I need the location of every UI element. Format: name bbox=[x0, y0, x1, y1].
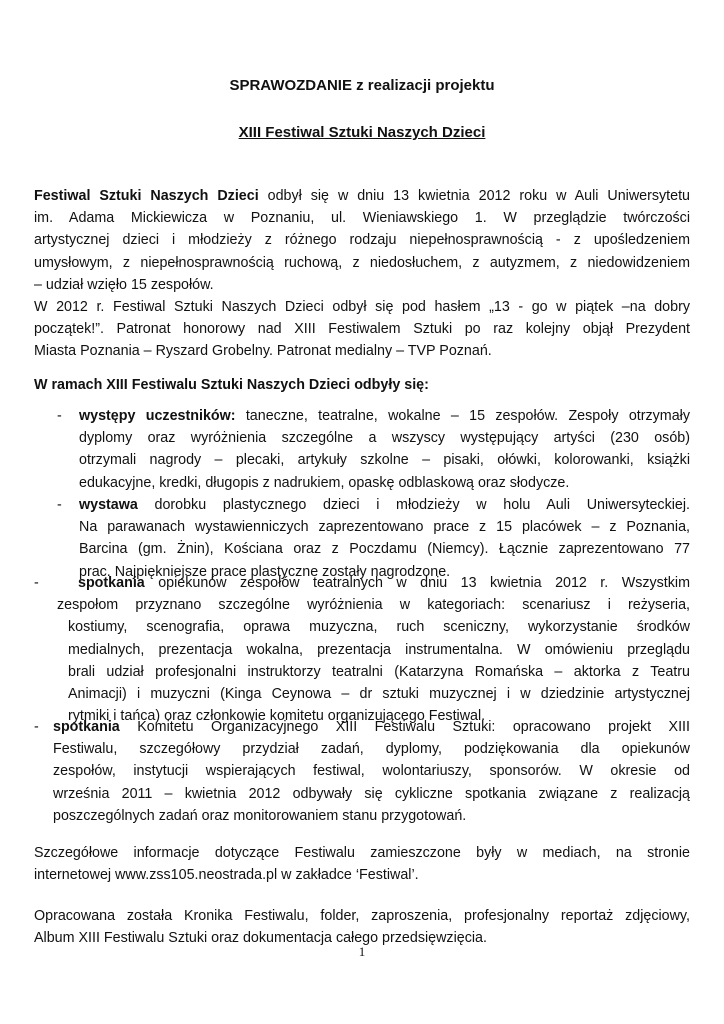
list-item: spotkania Komitetu Organizacyjnego XIII Festiwalu Sztuki: opracowano projekt XIII Festiwalu, szczegółowy przydział zadań, dyplomy, podziękowania dla opiekunów zespołów, instytucji wspierających festiwal, wolontariuszy, sponsorów. W okresie od września 2011 – kwietnia 2012 odbywały się cykliczne spotkania związane z realizacją poszczególnych zadań oraz monitorowaniem stanu przygotowań. bbox=[53, 719, 690, 824]
intro-line-4: umysłowym, z niepełnosprawnością ruchową, z niedosłuchem, z autyzmem, z niedowidzeniem bbox=[34, 254, 690, 271]
festival-name: Festiwal Sztuki Naszych Dzieci bbox=[34, 188, 259, 204]
list-item: wystawa dorobku plastycznego dzieci i młodzieży w holu Auli Uniwersyteckiej. Na parawanach wystawienniczych zaprezentowano prace z 15 placówek – z Poznania, Barcina (gm. Żnin), Kościana oraz z Poczdamu (Niemcy). Łącznie zaprezentowano 77 prac. Najpiękniejsze prace plastyczne zostały nagrodzone. bbox=[79, 497, 690, 580]
list-item: występy uczestników: taneczne, teatralne, wokalne – 15 zespołów. Zespoły otrzymały dyplomy oraz wyróżnienia szczególne a wszyscy występujący artyści (230 osób) otrzymali nagrody – plecaki, artykuły szkolne – pisaki, ołówki, kolorowanki, książki edukacyjne, kredki, długopis z nadrukiem, opaskę odblaskową oraz słodycze. bbox=[79, 408, 690, 491]
media-paragraph: Szczegółowe informacje dotyczące Festiwalu zamieszczone były w mediach, na stronie internetowej www.zss105.neostrada.pl w zakładce ‘Festiwal’. bbox=[34, 845, 690, 884]
intro-line-7: początek!”. Patronat honorowy nad XIII Festiwalem Sztuki po raz kolejny objął Prezydent bbox=[34, 321, 690, 338]
intro-line-8: Miasta Poznania – Ryszard Grobelny. Patronat medialny – TVP Poznań. bbox=[34, 343, 492, 360]
intro-line-2: im. Adama Mickiewicza w Poznaniu, ul. Wieniawskiego 1. W przeglądzie twórczości bbox=[34, 210, 690, 227]
intro-line-5: – udział wzięło 15 zespołów. bbox=[34, 276, 214, 293]
item-lead: spotkania bbox=[78, 575, 145, 591]
list-bullet: - bbox=[57, 497, 62, 513]
item-lead: występy uczestników: bbox=[79, 408, 236, 424]
closing-paragraph: Opracowana została Kronika Festiwalu, folder, zaproszenia, profesjonalny reportaż zdjęciowy, Album XIII Festiwalu Sztuki oraz dokumentacja całego przedsięwzięcia. bbox=[34, 908, 690, 947]
intro-line-6: W 2012 r. Festiwal Sztuki Naszych Dzieci odbył się pod hasłem „13 - go w piątek –na dobry bbox=[34, 299, 690, 316]
page-number: 1 bbox=[358, 944, 366, 959]
report-title: SPRAWOZDANIE z realizacji projektu bbox=[229, 77, 495, 94]
intro-line-3: artystycznej dzieci i młodzieży z różnego rodzaju niepełnosprawnością - z upośledzeniem bbox=[34, 232, 690, 249]
intro-paragraph bbox=[34, 185, 690, 363]
item-lead: wystawa bbox=[79, 497, 138, 513]
list-item: spotkania opiekunów zespołów teatralnych w dniu 13 kwietnia 2012 r. Wszystkim zespołom przyznano szczególne wyróżnienia w kategoriach: scenariusz i reżyseria, kostiumy, scenografia, oprawa muzyczna, ruch sceniczny, wykorzystanie środków medialnych, prezentacja wokalna, prezentacja instrumentalna. W omówieniu przeglądu brali udział profesjonalni instruktorzy teatralni (Katarzyna Romańska – aktorka z Teatru Animacji) i muzyczni (Kinga Ceynowa – dr sztuki muzycznej i w dziedzinie artystycznej rytmiki i tańca) oraz członkowie komitetu organizującego Festiwal. bbox=[57, 575, 690, 725]
project-title: XIII Festiwal Sztuki Naszych Dzieci bbox=[238, 124, 486, 141]
list-bullet: - bbox=[57, 408, 62, 424]
list-bullet: - bbox=[34, 719, 39, 735]
item-lead: spotkania bbox=[53, 719, 120, 735]
intro-line-1: Festiwal Sztuki Naszych Dzieci odbył się w dniu 13 kwietnia 2012 roku w Auli Uniwersytetu bbox=[34, 188, 690, 204]
list-bullet: - bbox=[34, 575, 39, 591]
section-heading: W ramach XIII Festiwalu Sztuki Naszych Dzieci odbyły się: bbox=[34, 377, 429, 393]
